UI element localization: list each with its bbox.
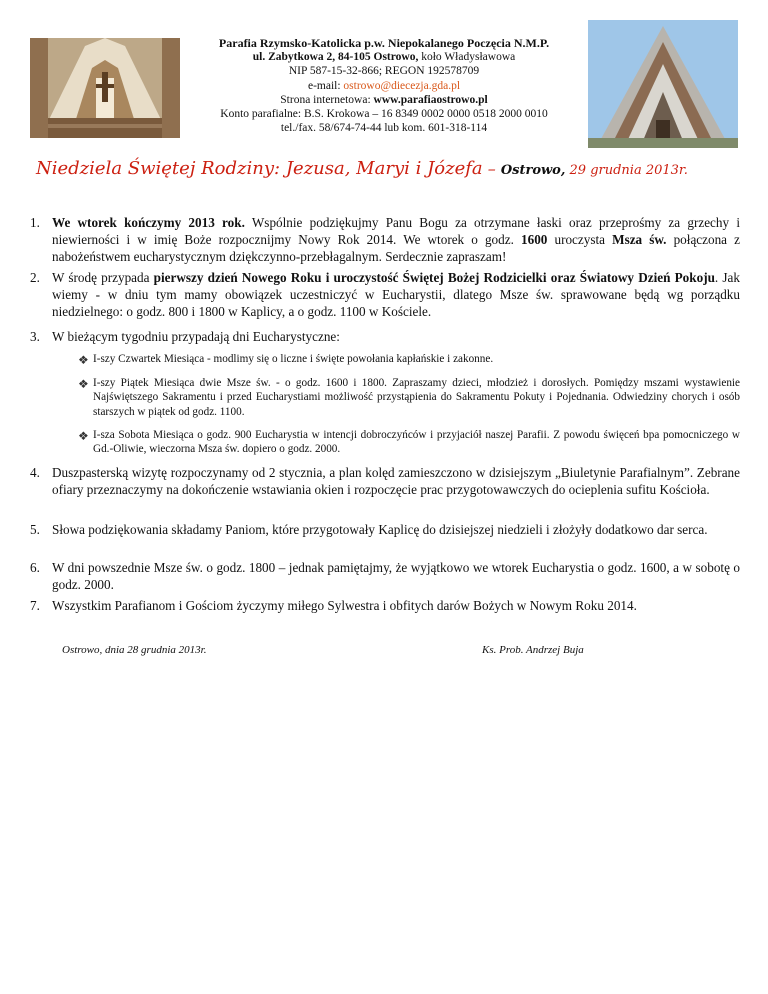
eucharistic-day-item: ❖ I-szy Piątek Miesiąca dwie Msze św. - o godz. 1600 i 1800. Zapraszamy dzieci, młodzież i dorosłych. Pomiędzy mszami wystawienie Najświętszego Sakramentu i przed Eucharystiami możliwość przystąpienia do Sakramentu Pokuty i Pojednania. Odwiedziny chorych i osób starszych w piątek od godz. 1100. [78,377,740,418]
signature: Ks. Prob. Andrzej Buja [482,644,584,656]
text: uroczysta [547,232,613,247]
announcement-item: 3. W bieżącym tygodniu przypadają dni Eucharystyczne: [30,329,340,344]
diamond-bullet-icon: ❖ [78,377,89,391]
eucharistic-day-item: ❖ I-szy Czwartek Miesiąca - modlimy się o liczne i święte powołania kapłańskie i zakonne. [78,353,494,367]
parish-website-line: Strona internetowa: www.parafiaostrowo.pl [280,93,488,106]
text: połączona z nabożeństwem eucharystycznym dziękczynno-przebłagalnym. Serdecznie zapraszam! [52,232,740,264]
announcement-item: 2. W środę przypada pierwszy dzień Nowego Roku i uroczystość Świętej Bożej Rodzicielki oraz Światowy Dzień Pokoju. Jak wiemy - w dniu tym mamy obowiązek uczestniczyć w Eucharystii, dlatego Msze św. sprawowane będą wg porządku niedzielnego: o godz. 800 i 1800 w Kaplicy, a o godz. 1100 w Kościele. [30,270,740,319]
place-date: Ostrowo, dnia 28 grudnia 2013r. [62,644,207,656]
church-exterior-photo [588,20,738,148]
announcement-item: 4. Duszpasterską wizytę rozpoczynamy od 2 stycznia, a plan kolęd zamieszczono w dzisiejszym „Biuletynie Parafialnym”. Zebrane ofiary przeznaczymy na dokończenie wstawiania okien i rozpoczęcie prac przygotowawczych do ocieplenia sufitu Kościoła. [30,465,740,497]
diamond-bullet-icon: ❖ [78,429,89,443]
text: . Jak wiemy - w dniu tym mamy obowiązek uczestniczyć w Eucharystii, dlatego Msze św. sprawowane będą wg porządku niedzielnego: o godz. 800 i 1800 w Kaplicy, a o godz. 1100 w Kościele. [52,270,740,319]
text: Duszpasterską wizytę rozpoczynamy od 2 stycznia, a plan kolęd zamieszczono w dzisiejszym „Biuletynie Parafialnym”. Zebrane ofiary przeznaczymy na dokończenie wstawiania okien i rozpoczęcie prac przygotowawczych do ocieplenia sufitu Kościoła. [52,465,740,497]
bold-text: Msza św. [612,232,667,247]
parish-address: ul. Zabytkowa 2, 84-105 Ostrowo, koło Władysławowa [252,51,516,64]
email-link[interactable]: ostrowo@diecezja.gda.pl [343,79,461,92]
text: Wspólnie podziękujmy Panu Bogu za otrzymane łaski oraz przeprośmy za grzechy i niewierności i w imię Boże rozpocznijmy Nowy Rok 2014. We wtorek o godz. [52,215,740,247]
diamond-bullet-icon: ❖ [78,353,89,367]
text: W dni powszednie Msze św. o godz. 1800 – jednak pamiętajmy, że wyjątkowo we wtorek Eucharystia o godz. 1600, a w sobotę o godz. 2000. [52,560,740,592]
eucharistic-day-item: ❖ I-sza Sobota Miesiąca o godz. 900 Eucharystia w intencji dobroczyńców i przyjaciół naszej Parafii. Z powodu święceń bpa pomocniczego w Gd.-Oliwie, wieczorna Msza św. dopiero o godz. 2000. [78,429,740,456]
church-interior-photo [30,38,180,138]
announcement-item: 6. W dni powszednie Msze św. o godz. 1800 – jednak pamiętajmy, że wyjątkowo we wtorek Eucharystia o godz. 1600, a w sobotę o godz. 2000. [30,560,740,592]
text: Wszystkim Parafianom i Gościom życzymy miłego Sylwestra i obfitych darów Bożych w Nowym Roku 2014. [52,598,637,613]
announcement-item: 7. Wszystkim Parafianom i Gościom życzymy miłego Sylwestra i obfitych darów Bożych w Nowym Roku 2014. [30,598,637,613]
parish-phone: tel./fax. 58/674-74-44 lub kom. 601-318-114 [280,122,488,135]
bold-text: 1600 [521,232,548,247]
parish-header [180,36,588,135]
text: W bieżącym tygodniu przypadają dni Eucharystyczne: [52,329,340,344]
parish-name: Parafia Rzymsko-Katolicka p.w. Niepokalanego Poczęcia N.M.P. [218,36,550,50]
announcement-item: 1. We wtorek kończymy 2013 rok. Wspólnie podziękujmy Panu Bogu za otrzymane łaski oraz przeprośmy za grzechy i niewierności i w imię Boże rozpocznijmy Nowy Rok 2014. We wtorek o godz. 1600 uroczysta Msza św. połączona z nabożeństwem eucharystycznym dziękczynno-przebłagalnym. Serdecznie zapraszam! [30,215,740,264]
parish-email-line: e-mail: ostrowo@diecezja.gda.pl [307,79,461,92]
text: W środę przypada [52,270,154,285]
text: Słowa podziękowania składamy Paniom, które przygotowały Kaplicę do dzisiejszej niedzieli i złożyły dodatkowo dar serca. [52,522,708,537]
bold-text: pierwszy dzień Nowego Roku i uroczystość Świętej Bożej Rodzicielki oraz Światowy Dzień Pokoju [153,270,715,285]
announcement-item: 5. Słowa podziękowania składamy Paniom, które przygotowały Kaplicę do dzisiejszej niedzieli i złożyły dodatkowo dar serca. [30,522,708,537]
parish-account: Konto parafialne: B.S. Krokowa – 16 8349 0002 0000 0518 2000 0010 [220,108,548,121]
website-link[interactable]: www.parafiaostrowo.pl [373,93,488,106]
bold-text: We wtorek kończymy 2013 rok. [52,215,245,230]
page-title: Niedziela Świętej Rodziny: Jezusa, Maryi i Józefa – Ostrowo, 29 grudnia 2013r. [36,158,688,179]
parish-ids: NIP 587-15-32-866; REGON 192578709 [288,65,480,78]
